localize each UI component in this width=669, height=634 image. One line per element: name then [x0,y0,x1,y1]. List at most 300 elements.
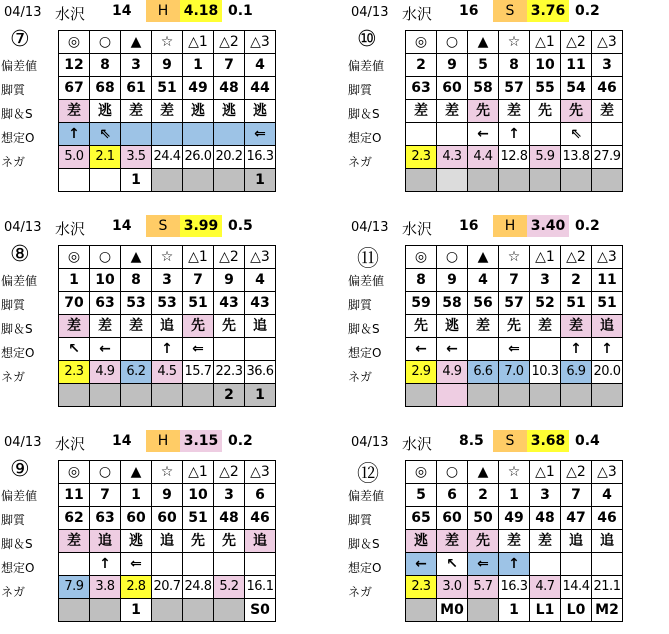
mark-cell: △2 [561,31,592,54]
deviation-cell: 53 [152,292,183,315]
grid-row [59,146,276,169]
race-venue: 水沢 [55,5,86,23]
mark-cell: ▲ [121,461,152,484]
running-style-cell: 差 [530,530,561,553]
row-label: ネガ [348,155,373,169]
race-grade-badge: S [493,0,527,22]
grid-row [59,100,276,123]
row-label: 脚質 [348,298,373,312]
running-style-cell: 差 [152,100,183,123]
mark-cell: ▲ [468,461,499,484]
arrow-cell [121,338,152,361]
running-style-cell: 先 [214,530,245,553]
arrow-cell: ⇐ [183,338,214,361]
grid-row [59,338,276,361]
row-label: 脚質 [1,513,26,527]
mark-cell: ▲ [468,31,499,54]
race-date: 04/13 [351,435,389,450]
race-panel [347,215,669,415]
negative-cell [59,599,90,622]
row-label: 想定O [1,131,35,145]
arrow-cell: ⇐ [121,553,152,576]
running-style-cell: 差 [406,100,437,123]
negative-cell [592,169,623,192]
race-venue: 水沢 [55,220,86,238]
row-label: ネガ [1,155,26,169]
running-style-cell: 先 [561,100,592,123]
negative-cell [121,384,152,407]
row-labels [0,269,58,389]
deviation-cell: 48 [530,507,561,530]
running-style-cell: 差 [121,315,152,338]
horse-number-cell: 3 [592,54,623,77]
running-style-cell: 先 [530,100,561,123]
prediction-grid [405,245,623,407]
grid-row [59,553,276,576]
race-date: 04/13 [4,5,42,20]
grid-row [406,77,623,100]
negative-cell: M0 [437,599,468,622]
grid-row [59,361,276,384]
negative-cell: 1 [121,169,152,192]
horse-number-cell: 5 [406,484,437,507]
arrow-cell: ← [406,553,437,576]
race-index-sub: 0.4 [575,433,600,449]
row-label: 脚質 [1,298,26,312]
negative-cell: 1 [121,599,152,622]
horse-number-cell: 11 [561,54,592,77]
deviation-cell: 51 [152,77,183,100]
row-label: ネガ [348,370,373,384]
negative-cell [499,169,530,192]
arrow-cell: ⇐ [245,123,276,146]
negative-cell [468,169,499,192]
grid-row [406,384,623,407]
arrow-cell [121,123,152,146]
row-label: 偏差値 [1,274,38,288]
negative-cell: S0 [245,599,276,622]
negative-cell [561,384,592,407]
row-labels [0,54,58,174]
race-grade-badge: S [146,215,180,237]
row-label: 偏差値 [1,59,38,73]
arrow-cell [406,123,437,146]
running-style-cell: 逃 [214,100,245,123]
deviation-cell: 63 [90,507,121,530]
row-label: 脚質 [348,83,373,97]
deviation-cell: 57 [499,292,530,315]
deviation-cell: 57 [499,77,530,100]
deviation-cell: 50 [468,507,499,530]
negative-cell [406,169,437,192]
arrow-cell [592,123,623,146]
arrow-cell: ↑ [499,123,530,146]
negative-cell [90,169,121,192]
horse-number-cell: 3 [214,484,245,507]
odds-cell: 4.7 [530,576,561,599]
horse-number-cell: 9 [152,54,183,77]
race-date: 04/13 [4,220,42,235]
horse-number-cell: 4 [245,54,276,77]
race-header [347,0,669,24]
row-labels [347,484,405,604]
grid-row [406,31,623,54]
grid-row [406,507,623,530]
odds-cell: 20.7 [152,576,183,599]
grid-row [59,461,276,484]
odds-cell: 14.4 [561,576,592,599]
grid-row [406,292,623,315]
mark-cell: ☆ [499,246,530,269]
arrow-cell [214,338,245,361]
deviation-cell: 49 [499,507,530,530]
race-panel [347,430,669,630]
mark-cell: ○ [90,31,121,54]
horse-number-cell: 9 [437,54,468,77]
horse-number-cell: 10 [90,269,121,292]
row-label: 偏差値 [1,489,38,503]
horse-number-cell: 6 [245,484,276,507]
negative-cell: 1 [245,169,276,192]
odds-cell: 36.6 [245,361,276,384]
odds-cell: 5.2 [214,576,245,599]
arrow-cell: ⇐ [468,553,499,576]
arrow-cell [183,553,214,576]
grid-row [59,169,276,192]
horse-number-cell: 10 [530,54,561,77]
race-grade-badge: S [493,430,527,452]
arrow-cell [592,553,623,576]
row-label: ネガ [348,585,373,599]
mark-cell: ☆ [499,461,530,484]
race-header [0,215,330,239]
running-style-cell: 差 [499,100,530,123]
odds-cell: 16.3 [499,576,530,599]
mark-cell: △1 [183,461,214,484]
odds-cell: 2.3 [59,361,90,384]
running-style-cell: 差 [437,530,468,553]
arrow-cell [530,338,561,361]
horse-number-cell: 8 [499,54,530,77]
grid-row [59,507,276,530]
grid-row [59,77,276,100]
row-label: 脚＆S [1,107,33,121]
arrow-cell: ↑ [90,553,121,576]
row-label: ネガ [1,370,26,384]
running-style-cell: 追 [90,530,121,553]
deviation-cell: 60 [437,77,468,100]
deviation-cell: 55 [530,77,561,100]
row-labels [0,484,58,604]
mark-cell: ○ [90,246,121,269]
odds-cell: 2.9 [406,361,437,384]
odds-cell: 21.1 [592,576,623,599]
running-style-cell: 逃 [437,315,468,338]
row-labels [347,269,405,389]
deviation-cell: 53 [121,292,152,315]
grid-row [406,338,623,361]
odds-cell: 16.1 [245,576,276,599]
horse-number-cell: 3 [152,269,183,292]
deviation-cell: 49 [183,77,214,100]
race-number: ⑧ [10,242,30,267]
arrow-cell: ↑ [592,338,623,361]
race-index-value: 3.40 [527,215,569,237]
grid-row [59,123,276,146]
negative-cell [183,599,214,622]
row-label: 偏差値 [348,59,385,73]
negative-cell [183,169,214,192]
race-distance: 8.5 [459,433,484,449]
deviation-cell: 47 [561,507,592,530]
arrow-cell: ← [406,338,437,361]
odds-cell: 4.5 [152,361,183,384]
race-header [347,215,669,239]
race-number: ⑦ [10,27,30,52]
running-style-cell: 逃 [121,530,152,553]
horse-number-cell: 3 [121,54,152,77]
mark-cell: △3 [245,31,276,54]
prediction-grid [58,30,276,192]
deviation-cell: 46 [592,77,623,100]
negative-cell [214,169,245,192]
odds-cell: 3.8 [90,576,121,599]
race-index-value: 3.99 [180,215,222,237]
running-style-cell: 追 [561,530,592,553]
arrow-cell: ↑ [499,553,530,576]
arrow-cell [437,123,468,146]
row-label: 脚＆S [1,322,33,336]
odds-cell: 22.3 [214,361,245,384]
odds-cell: 3.0 [437,576,468,599]
running-style-cell: 先 [406,315,437,338]
race-grade-badge: H [493,215,527,237]
mark-cell: △2 [561,246,592,269]
arrow-cell: ⇖ [90,123,121,146]
running-style-cell: 差 [90,315,121,338]
grid-row [406,100,623,123]
grid-row [406,361,623,384]
mark-cell: △2 [561,461,592,484]
horse-number-cell: 1 [121,484,152,507]
deviation-cell: 48 [214,507,245,530]
negative-cell [406,599,437,622]
running-style-cell: 差 [592,100,623,123]
deviation-cell: 59 [406,292,437,315]
mark-cell: ◎ [59,246,90,269]
arrow-cell [530,553,561,576]
horse-number-cell: 7 [90,484,121,507]
odds-cell: 4.4 [468,146,499,169]
race-number: ⑨ [10,457,30,482]
horse-number-cell: 7 [499,269,530,292]
race-index-sub: 0.2 [575,3,600,19]
race-header [347,430,669,454]
race-panel [0,430,330,630]
running-style-cell: 差 [59,530,90,553]
negative-cell [183,384,214,407]
odds-cell: 6.6 [468,361,499,384]
arrow-cell: ↖ [437,553,468,576]
running-style-cell: 差 [561,315,592,338]
row-label: 想定O [1,561,35,575]
negative-cell [90,384,121,407]
race-panel [0,0,330,200]
deviation-cell: 43 [214,292,245,315]
negative-cell [499,384,530,407]
deviation-cell: 46 [245,507,276,530]
mark-cell: △2 [214,246,245,269]
grid-row [406,599,623,622]
row-label: 想定O [348,561,382,575]
row-label: 脚＆S [348,537,380,551]
race-number: ⑪ [357,247,380,272]
negative-cell [214,599,245,622]
grid-row [406,146,623,169]
mark-cell: △2 [214,461,245,484]
deviation-cell: 58 [437,292,468,315]
race-distance: 14 [112,433,132,449]
deviation-cell: 51 [592,292,623,315]
arrow-cell [152,123,183,146]
race-index-value: 4.18 [180,0,222,22]
prediction-grid [405,460,623,622]
horse-number-cell: 6 [437,484,468,507]
mark-cell: △3 [592,461,623,484]
prediction-grid [405,30,623,192]
horse-number-cell: 7 [183,269,214,292]
mark-cell: ☆ [499,31,530,54]
grid-row [59,269,276,292]
mark-cell: △1 [530,246,561,269]
running-style-cell: 差 [59,100,90,123]
running-style-cell: 追 [245,530,276,553]
running-style-cell: 追 [592,530,623,553]
running-style-cell: 逃 [406,530,437,553]
grid-row [59,576,276,599]
odds-cell: 5.9 [530,146,561,169]
race-header [0,0,330,24]
arrow-cell: ← [437,338,468,361]
negative-cell [90,599,121,622]
horse-number-cell: 10 [183,484,214,507]
grid-row [59,292,276,315]
row-label: 偏差値 [348,489,385,503]
race-index-sub: 0.1 [228,3,253,19]
mark-cell: △1 [183,246,214,269]
running-style-cell: 先 [214,315,245,338]
negative-cell: L1 [530,599,561,622]
running-style-cell: 逃 [90,100,121,123]
arrow-cell: ↑ [561,338,592,361]
deviation-cell: 43 [245,292,276,315]
negative-cell: 2 [214,384,245,407]
deviation-cell: 60 [121,507,152,530]
mark-cell: ◎ [406,461,437,484]
negative-cell [530,384,561,407]
deviation-cell: 54 [561,77,592,100]
negative-cell [437,169,468,192]
deviation-cell: 58 [468,77,499,100]
race-venue: 水沢 [55,435,86,453]
arrow-cell [468,338,499,361]
arrow-cell [183,123,214,146]
mark-cell: ◎ [59,461,90,484]
running-style-cell: 差 [437,100,468,123]
horse-number-cell: 2 [561,269,592,292]
grid-row [406,123,623,146]
horse-number-cell: 4 [245,269,276,292]
row-label: 脚質 [348,513,373,527]
arrow-cell: ↑ [59,123,90,146]
deviation-cell: 51 [183,292,214,315]
mark-cell: ○ [437,31,468,54]
mark-cell: △3 [245,461,276,484]
odds-cell: 24.8 [183,576,214,599]
horse-number-cell: 9 [214,269,245,292]
row-label: 偏差値 [348,274,385,288]
horse-number-cell: 11 [59,484,90,507]
grid-row [406,461,623,484]
row-label: 想定O [348,131,382,145]
grid-row [406,169,623,192]
odds-cell: 2.1 [90,146,121,169]
horse-number-cell: 1 [183,54,214,77]
horse-number-cell: 3 [530,484,561,507]
grid-row [59,599,276,622]
running-style-cell: 先 [468,100,499,123]
odds-cell: 20.2 [214,146,245,169]
deviation-cell: 68 [90,77,121,100]
deviation-cell: 48 [214,77,245,100]
mark-cell: ○ [437,246,468,269]
race-panel [0,215,330,415]
arrow-cell [152,553,183,576]
odds-cell: 24.4 [152,146,183,169]
race-number: ⑩ [357,27,377,52]
odds-cell: 16.3 [245,146,276,169]
arrow-cell: ← [90,338,121,361]
row-label: 脚＆S [1,537,33,551]
odds-cell: 7.9 [59,576,90,599]
arrow-cell: ⇐ [499,338,530,361]
row-label: 脚＆S [348,107,380,121]
odds-cell: 4.3 [437,146,468,169]
race-index-value: 3.68 [527,430,569,452]
arrow-cell: ← [468,123,499,146]
grid-row [406,576,623,599]
negative-cell [59,169,90,192]
grid-row [59,315,276,338]
deviation-cell: 67 [59,77,90,100]
horse-number-cell: 7 [214,54,245,77]
race-date: 04/13 [4,435,42,450]
race-date: 04/13 [351,5,389,20]
arrow-cell [214,553,245,576]
negative-cell: L0 [561,599,592,622]
deviation-cell: 60 [152,507,183,530]
deviation-cell: 46 [592,507,623,530]
odds-cell: 12.8 [499,146,530,169]
race-venue: 水沢 [402,435,433,453]
negative-cell [59,384,90,407]
mark-cell: ▲ [121,31,152,54]
horse-number-cell: 8 [406,269,437,292]
mark-cell: △1 [183,31,214,54]
horse-number-cell: 3 [530,269,561,292]
mark-cell: △2 [214,31,245,54]
odds-cell: 3.5 [121,146,152,169]
